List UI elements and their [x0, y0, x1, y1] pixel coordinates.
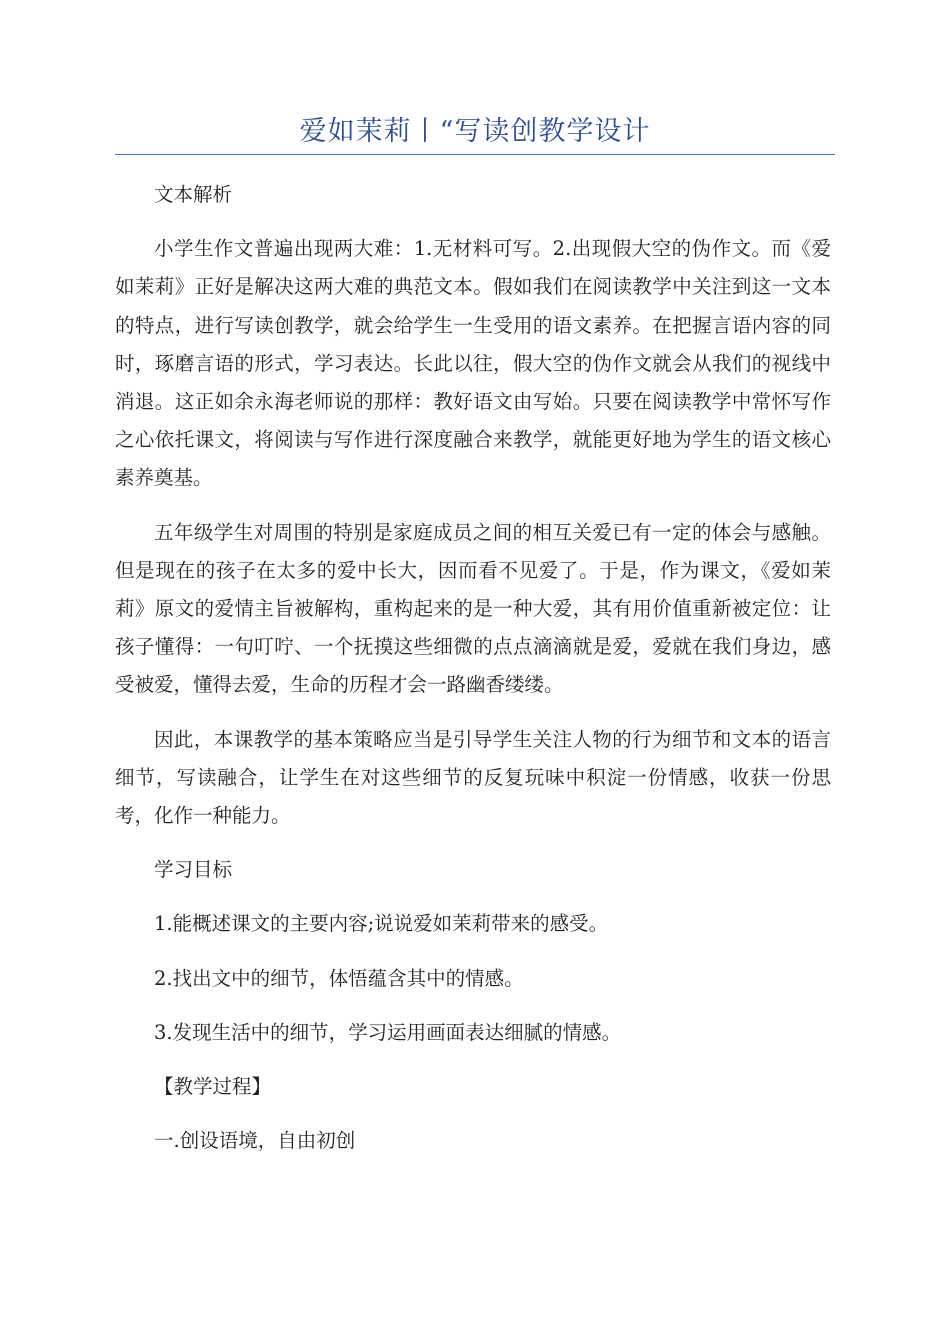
document-title: 爱如茉莉丨“写读创教学设计	[299, 116, 651, 147]
paragraph-2: 五年级学生对周围的特别是家庭成员之间的相互关爱已有一定的体会与感触。但是现在的孩子在太多的爱中长大，因而看不见爱了。于是，作为课文，《爱如茉莉》原文的爱情主旨被解构，重构起来的是一种大爱，其有用价值重新被定位：让孩子懂得：一句叮咛、一个抚摸这些细微的点点滴滴就是爱，爱就在我们身边，感受被爱，懂得去爱，生命的历程才会一路幽香缕缕。	[115, 520, 831, 697]
process-step-1: 一.创设语境，自由初创	[154, 1129, 356, 1153]
title-underline	[115, 154, 835, 155]
document-body	[115, 176, 831, 1176]
section-heading-process: 【教学过程】	[154, 1075, 272, 1099]
paragraph-1: 小学生作文普遍出现两大难：1.无材料可写。2.出现假大空的伪作文。而《爱如茉莉》正好是解决这两大难的典范文本。假如我们在阅读教学中关注到这一文本的特点，进行写读创教学，就会给学生一生受用的语文素养。在把握言语内容的同时，琢磨言语的形式，学习表达。长此以往，假大空的伪作文就会从我们的视线中消退。这正如余永海老师说的那样：教好语文由写始。只要在阅读教学中常怀写作之心依托课文，将阅读与写作进行深度融合来教学，就能更好地为学生的语文核心素养奠基。	[115, 237, 831, 490]
goal-item-2: 2.找出文中的细节，体悟蕴含其中的情感。	[154, 966, 524, 990]
section-heading-analysis: 文本解析	[154, 183, 233, 206]
section-heading-goals: 学习目标	[154, 858, 233, 882]
goal-item-1: 1.能概述课文的主要内容;说说爱如茉莉带来的感受。	[154, 912, 609, 936]
goal-item-3: 3.发现生活中的细节，学习运用画面表达细腻的情感。	[154, 1020, 622, 1044]
paragraph-3: 因此，本课教学的基本策略应当是引导学生关注人物的行为细节和文本的语言细节，写读融合，让学生在对这些细节的反复玩味中积淀一份情感，收获一份思考，化作一种能力。	[115, 727, 831, 828]
